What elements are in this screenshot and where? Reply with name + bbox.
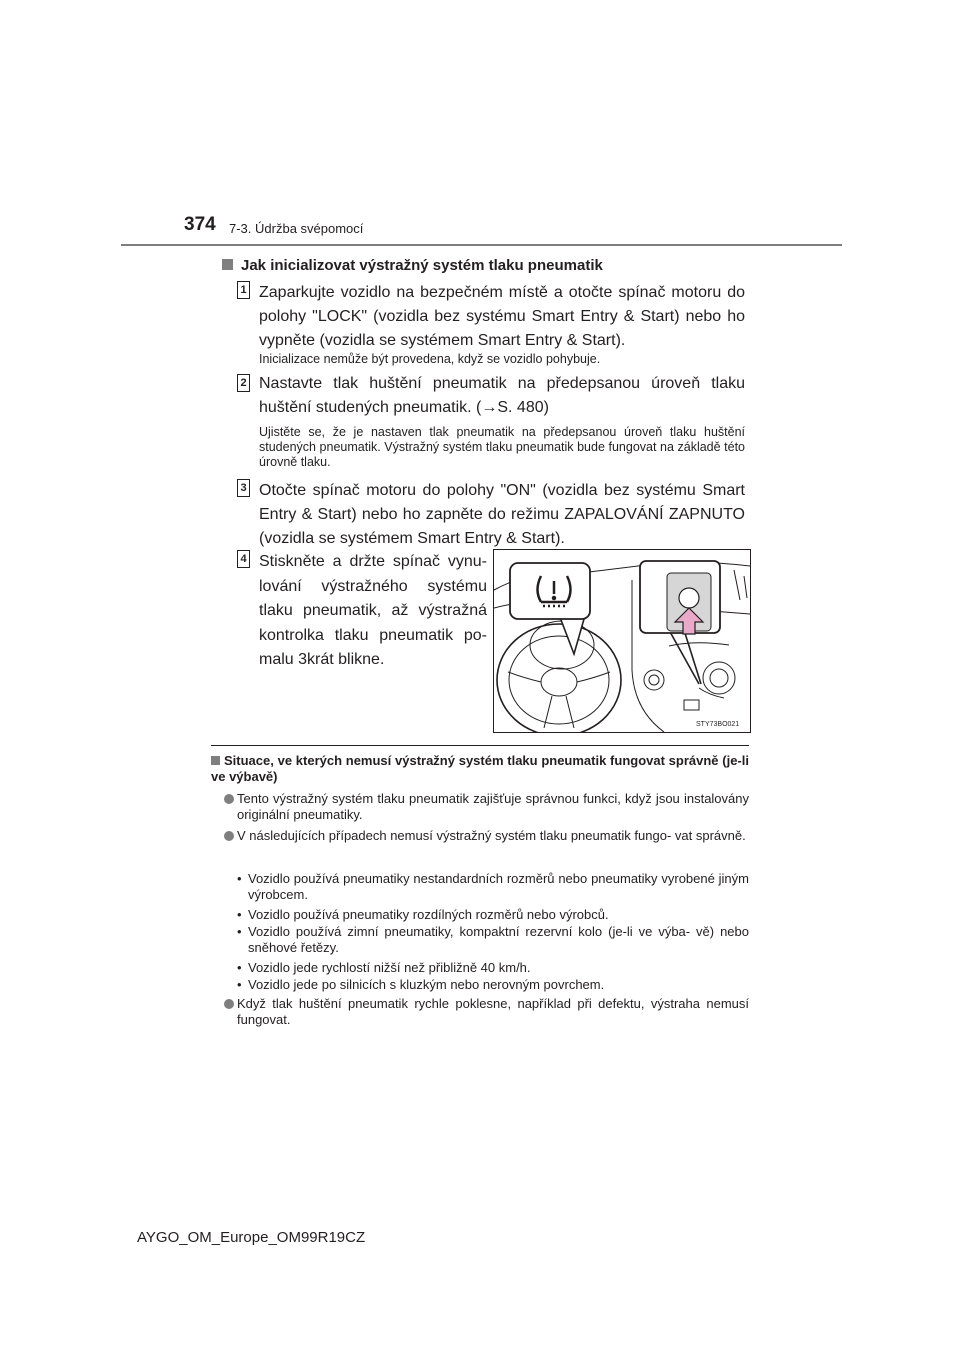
step-number-3: 3	[237, 479, 250, 497]
circle-bullet-icon	[224, 999, 234, 1009]
dashboard-illustration	[493, 549, 751, 733]
list-item	[237, 960, 749, 976]
step-number-2: 2	[237, 374, 250, 392]
situations-heading	[211, 753, 749, 785]
section-divider	[211, 745, 749, 746]
header-divider	[121, 244, 842, 246]
step-3-text: Otočte spínač motoru do polohy "ON" (vozidla bez systému Smart Entry & Start) nebo ho zapněte do režimu ZAPALOVÁNÍ ZAPNUTO (vozidla se systémem Smart Entry & Start).	[259, 482, 745, 547]
sub-item-text: Vozidlo používá zimní pneumatiky, kompaktní rezervní kolo (je-li ve výba- vě) nebo sněhové řetězy.	[248, 924, 749, 955]
step-2-text: Nastavte tlak huštění pneumatik na předepsanou úroveň tlaku huštění studených pneumatik. (→S. 480)	[259, 375, 745, 416]
dot-bullet-icon: •	[237, 924, 242, 939]
list-item	[224, 791, 749, 823]
step-1-note: Inicializace nemůže být provedena, když se vozidlo pohybuje.	[259, 352, 601, 366]
sub-item-text: Vozidlo používá pneumatiky nestandardních rozměrů nebo pneumatiky vyrobené jiným výrobcem.	[248, 871, 749, 902]
circle-bullet-icon	[224, 794, 234, 804]
step-number-4: 4	[237, 550, 250, 568]
dot-bullet-icon: •	[237, 960, 242, 975]
dashboard-drawing	[494, 550, 750, 732]
step-4-text: Stiskněte a držte spínač vynu- lování výstražného systému tlaku pneumatik, až výstražná kontrolka tlaku pneumatik po- malu 3krát blikne.	[259, 553, 487, 668]
bullet-text: Tento výstražný systém tlaku pneumatik zajišťuje správnou funkci, když jsou instalovány originální pneumatiky.	[237, 791, 749, 822]
situations-heading-text: Situace, ve kterých nemusí výstražný systém tlaku pneumatik fungovat správně (je-li ve výbavě)	[211, 753, 749, 784]
square-bullet-icon	[222, 259, 233, 270]
list-item	[237, 871, 749, 903]
list-item	[237, 907, 749, 923]
step-number-1: 1	[237, 281, 250, 299]
circle-bullet-icon	[224, 831, 234, 841]
procedure-heading-text: Jak inicializovat výstražný systém tlaku pneumatik	[241, 257, 603, 274]
list-item	[224, 828, 749, 844]
document-footer: AYGO_OM_Europe_OM99R19CZ	[137, 1229, 366, 1246]
dot-bullet-icon: •	[237, 907, 242, 922]
sub-item-text: Vozidlo používá pneumatiky rozdílných rozměrů nebo výrobců.	[248, 907, 609, 922]
square-bullet-icon	[211, 756, 220, 765]
sub-item-text: Vozidlo jede rychlostí nižší než přibližně 40 km/h.	[248, 960, 531, 975]
dot-bullet-icon: •	[237, 977, 242, 992]
dot-bullet-icon: •	[237, 871, 242, 886]
section-title: 7-3. Údržba svépomocí	[229, 221, 364, 236]
bullet-text: Když tlak huštění pneumatik rychle poklesne, například při defektu, výstraha nemusí fungovat.	[237, 996, 749, 1027]
list-item	[237, 977, 749, 993]
bullet-text: V následujících případech nemusí výstražný systém tlaku pneumatik fungo- vat správně.	[237, 828, 746, 843]
list-item	[224, 996, 749, 1028]
page-number: 374	[184, 214, 216, 235]
list-item	[237, 924, 749, 956]
step-1-text: Zaparkujte vozidlo na bezpečném místě a otočte spínač motoru do polohy "LOCK" (vozidla bez systému Smart Entry & Start) nebo ho vypněte (vozidla se systémem Smart Entry & Start).	[259, 284, 745, 349]
illustration-code: STY73BO021	[696, 721, 740, 728]
sub-item-text: Vozidlo jede po silnicích s kluzkým nebo nerovným povrchem.	[248, 977, 605, 992]
procedure-heading	[222, 257, 603, 274]
step-2-note: Ujistěte se, že je nastaven tlak pneumatik na předepsanou úroveň tlaku huštění studených pneumatik. Výstražný systém tlaku pneumatik bude fungovat na základě této úrovně tlaku.	[259, 425, 745, 469]
